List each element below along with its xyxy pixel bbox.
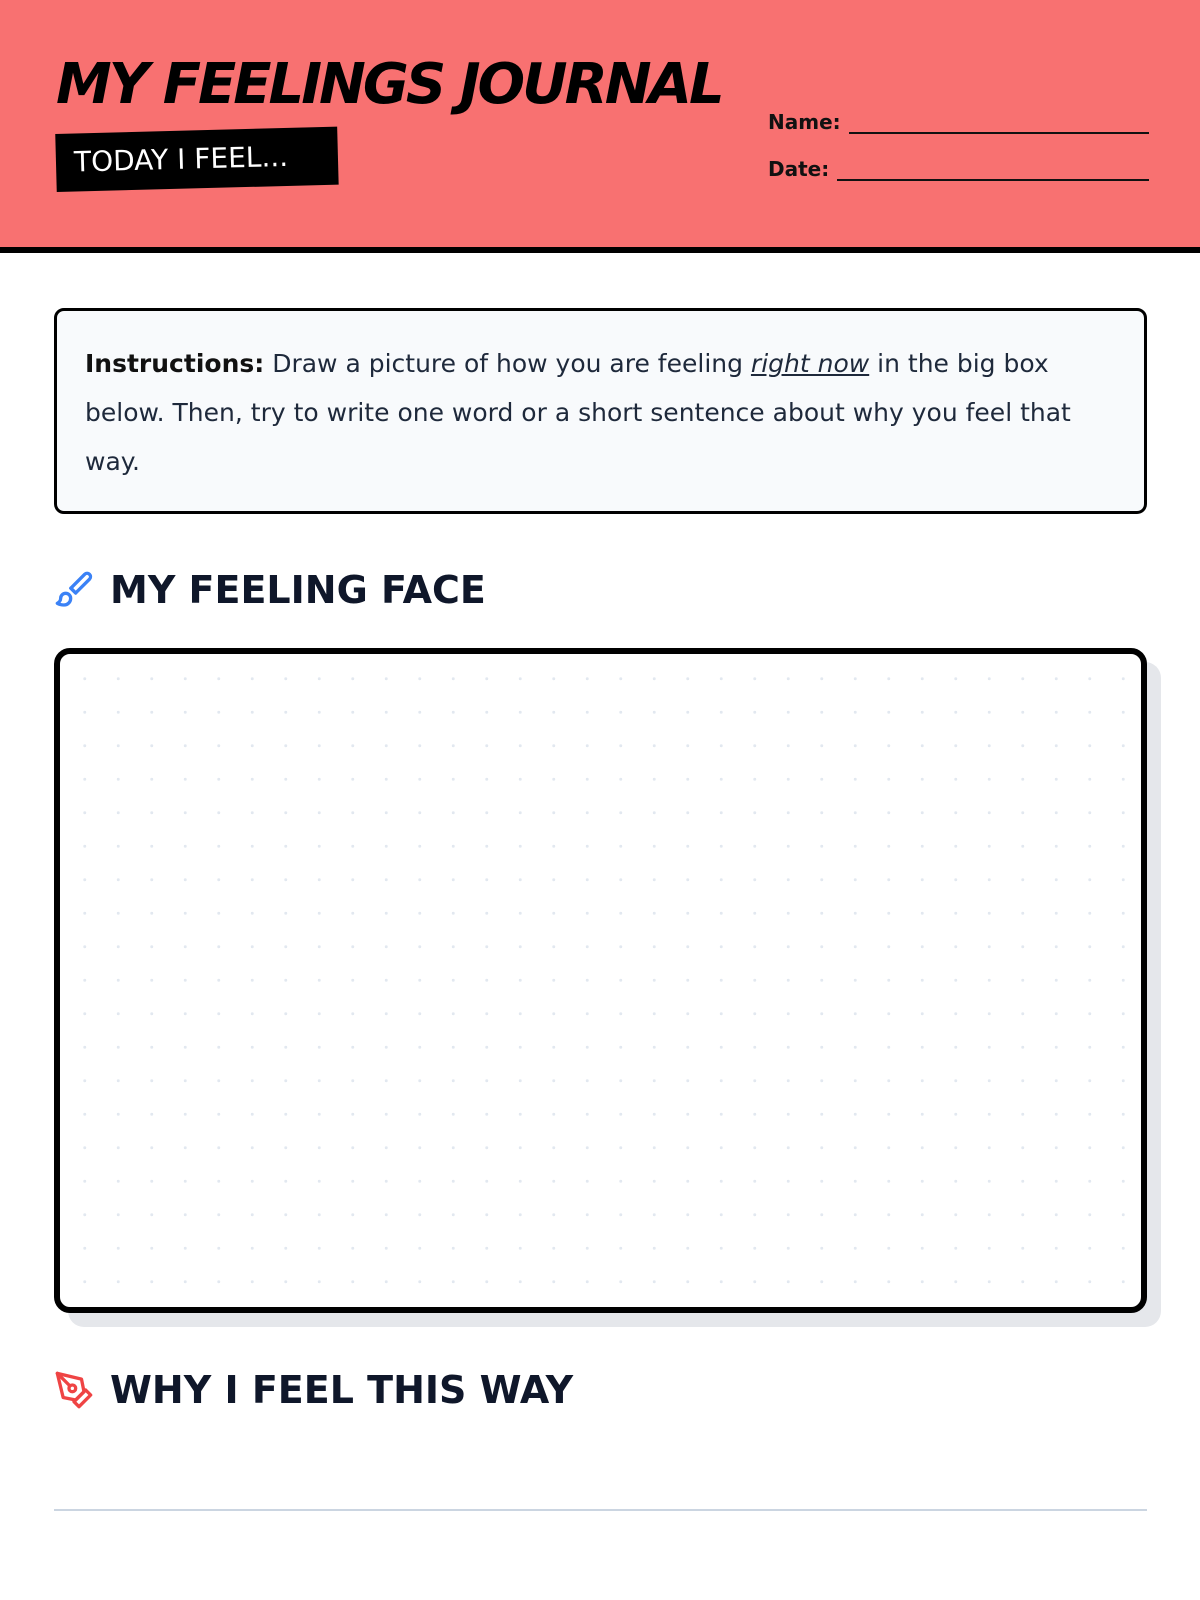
- drawing-area[interactable]: [54, 648, 1147, 1313]
- why-feel-title: WHY I FEEL THIS WAY: [110, 1368, 574, 1412]
- date-field[interactable]: [768, 157, 1149, 181]
- instructions-label: Instructions:: [85, 349, 265, 378]
- journal-header: [0, 0, 1200, 253]
- name-label: Name:: [768, 110, 841, 134]
- paintbrush-icon: [54, 570, 94, 610]
- name-field[interactable]: [768, 110, 1149, 134]
- date-label: Date:: [768, 157, 830, 181]
- date-blank-line[interactable]: [837, 163, 1149, 181]
- writing-line[interactable]: [54, 1509, 1147, 1511]
- feeling-face-title: MY FEELING FACE: [110, 568, 486, 612]
- why-feel-heading: [54, 1368, 573, 1412]
- pen-icon: [54, 1370, 94, 1410]
- instructions-text-after: in the big box below. Then, try to write one word or a short sentence about why you feel that way.: [85, 349, 1071, 476]
- instructions-box: [54, 308, 1147, 514]
- today-i-feel-tag: TODAY I FEEL...: [55, 127, 338, 192]
- instructions-emphasis: right now: [750, 349, 870, 378]
- name-blank-line[interactable]: [849, 116, 1149, 134]
- feeling-face-heading: [54, 568, 486, 612]
- page-title: MY FEELINGS JOURNAL: [56, 52, 722, 117]
- instructions-text-before: Draw a picture of how you are feeling: [264, 349, 751, 378]
